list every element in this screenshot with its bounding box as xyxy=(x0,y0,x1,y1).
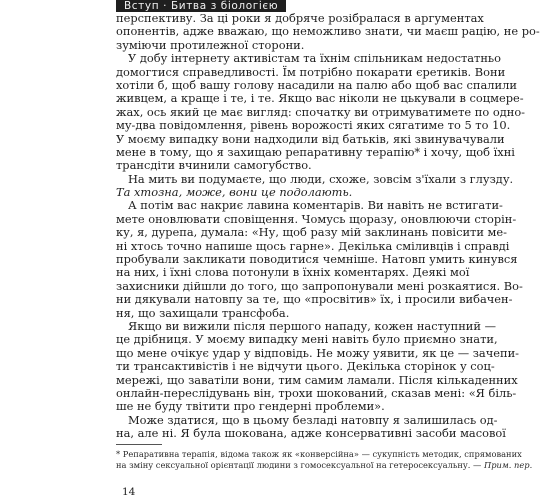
running-head: Вступ · Битва з біологією xyxy=(116,0,286,12)
text-line: ни дякували натовпу за те, що «просвітив» їх, і просили вибачен- xyxy=(116,292,513,307)
text-line: домогтися справедливості. Їм потрібно покарати єретиків. Вони xyxy=(116,64,506,79)
text-line: А потім вас накриє лавина коментарів. Ви навіть не встигати- xyxy=(128,198,503,213)
italic-line: Та хтозна, може, вони це подолають. xyxy=(116,185,353,200)
text-line: жах, ось який це має вигляд: спочатку ви отримуватимете по одно- xyxy=(116,104,526,119)
footnote-marker: * xyxy=(116,449,121,459)
text-line: ти трансактивістів і не відчути цього. Декілька сторінок у соц- xyxy=(116,359,495,374)
footnote-line xyxy=(116,459,533,471)
text-line: на, але ні. Я була шокована, адже консервативні засоби масової xyxy=(116,426,506,441)
body-text xyxy=(116,11,540,441)
page-number: 14 xyxy=(122,486,136,498)
text-line: ні хтось точно напише щось гарне». Декілька сміливців і справді xyxy=(116,238,510,253)
footnote-line xyxy=(116,449,522,460)
text-line: трансдіти вчинили самогубство. xyxy=(116,158,312,173)
text-line: на них, і їхні слова потонули в їхніх коментарях. Деякі мої xyxy=(116,265,470,280)
text-line: ше не буду твітити про гендерні проблеми». xyxy=(116,399,385,414)
text-line: Якщо ви вижили після першого нападу, кожен наступний — xyxy=(128,318,496,333)
text-line: зуміючи протилежної сторони. xyxy=(116,37,305,52)
text-line: це дрібниця. У моєму випадку мені навіть було приємно знати, xyxy=(116,332,498,347)
text-line: мережі, що заватіли вони, тим самим ламали. Після кількаденних xyxy=(116,372,518,387)
text-line: що мене очікує удар у відповідь. Не можу уявити, як це — зачепи- xyxy=(116,345,520,360)
text-line: У добу інтернету активістам та їхнім спільникам недостатньо xyxy=(128,51,501,66)
text-line xyxy=(116,186,392,199)
text-line: живцем, а краще і те, і те. Якщо вас ніколи не цькували в соцмере- xyxy=(116,91,524,106)
text-line: онлайн-переслідувань він, трохи шокований, сказав мені: «Я біль- xyxy=(116,385,517,400)
text-line: ня, що захищали трансфоба. xyxy=(116,305,290,320)
footnote-text-1: Репаративна терапія, відома також як «конверсійна» — сукупність методик, спрямованих xyxy=(122,449,522,459)
text-line: У моєму випадку вони надходили від батьків, які звинувачували xyxy=(116,131,505,146)
text-line: му-два повідомлення, рівень ворожості яких сягатиме то 5 то 10. xyxy=(116,118,511,133)
text-line: Може здатися, що в цьому безладі натовпу я залишилась од- xyxy=(128,412,498,427)
text-line: ку, я, дурепа, думала: «Ну, щоб разу мій заклинань повісити ме- xyxy=(116,225,508,240)
text-line: захисники дійшли до того, що запропонували мені розкаятися. Во- xyxy=(116,278,523,293)
footnote xyxy=(116,449,533,470)
footnote-rule xyxy=(116,444,162,445)
text-line: опонентів, адже вважаю, що неможливо знати, чи маєш рацію, не ро- xyxy=(116,24,540,39)
text-line: пробували закликати поводитися чемніше. Натовп умить кинувся xyxy=(116,252,518,267)
text-line: На мить ви подумаєте, що люди, схоже, зовсім з'їхали з глузду. xyxy=(128,171,514,186)
text-line: мете оновлювати сповіщення. Чомусь щоразу, оновлюючи сторін- xyxy=(116,211,517,226)
text-line: хотіли б, щоб вашу голову насадили на палю або щоб вас спалили xyxy=(116,77,517,92)
translator-note-tag: Прим. пер. xyxy=(483,459,533,470)
text-line: мене в тому, що я захищаю репаративну терапію* і хочу, щоб їхні xyxy=(116,144,515,159)
text-line: перспективу. За ці роки я добряче розібралася в аргументах xyxy=(116,11,484,25)
footnote-text-2: на зміну сексуальної орієнтації людини з гомосексуальної на гетеросексуальну. — xyxy=(116,459,482,470)
